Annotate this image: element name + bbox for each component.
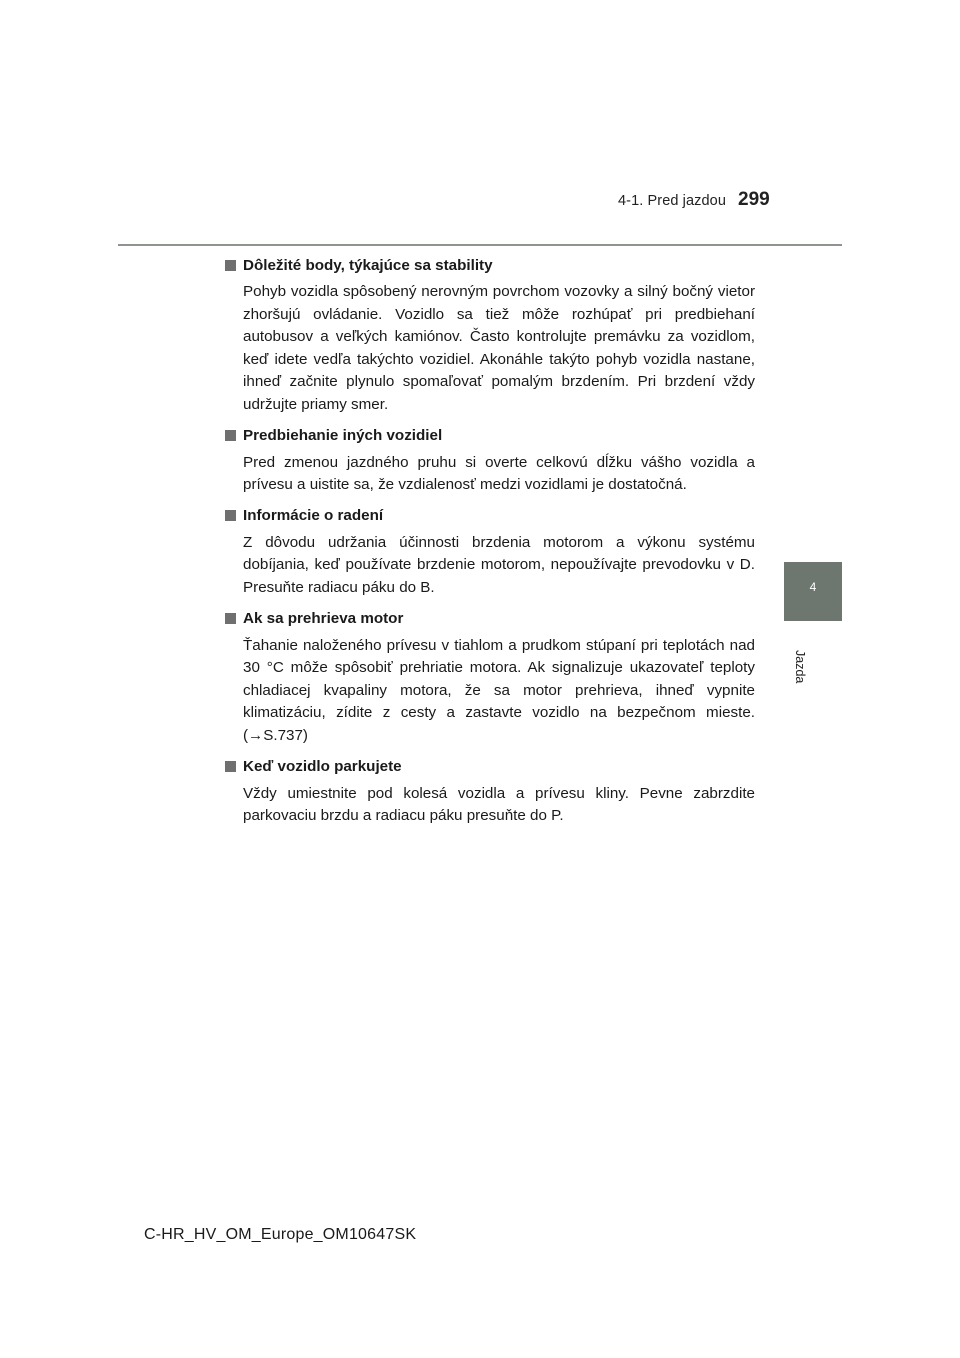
document-code: C-HR_HV_OM_Europe_OM10647SK: [144, 1226, 417, 1243]
section-body: Ťahanie naloženého prívesu v tiahlom a prudkom stúpaní pri teplotách nad 30 °C môže spôsobiť prehriatie motora. Ak signalizuje ukazovateľ teploty chladiacej kvapaliny motora, že sa motor prehrieva, ihneď vypnite klimatizáciu, zídite z cesty a zastavte vozidlo na bezpečnom mieste. (→S.737): [243, 636, 755, 744]
section-shifting: [223, 502, 755, 600]
section-title: Dôležité body, týkajúce sa stability: [243, 256, 493, 274]
section-heading: [223, 251, 755, 279]
section-overheating: [223, 605, 755, 748]
chapter-tab: [784, 562, 842, 621]
square-bullet-icon: [225, 260, 236, 271]
section-body: Pred zmenou jazdného pruhu si overte celkovú dĺžku vášho vozidla a prívesu a uistite sa, že vzdialenosť medzi vozidlami je dostatočná.: [243, 453, 755, 494]
square-bullet-icon: [225, 430, 236, 441]
square-bullet-icon: [225, 761, 236, 772]
main-content: [223, 251, 755, 833]
section-title: Informácie o radení: [243, 507, 384, 525]
section-heading: [223, 422, 755, 450]
header-section-label: 4-1. Pred jazdou: [618, 193, 726, 209]
section-title: Predbiehanie iných vozidiel: [243, 427, 443, 445]
square-bullet-icon: [225, 510, 236, 521]
section-body: Vždy umiestnite pod kolesá vozidla a prívesu kliny. Pevne zabrzdite parkovaciu brzdu a radiacu páku presuňte do P.: [243, 784, 755, 825]
section-title: Ak sa prehrieva motor: [243, 610, 404, 628]
chapter-tab-label: Jazda: [793, 650, 807, 684]
section-stability: [223, 251, 755, 417]
square-bullet-icon: [225, 613, 236, 624]
section-title: Keď vozidlo parkujete: [243, 758, 402, 775]
section-body: Pohyb vozidla spôsobený nerovným povrchom vozovky a silný bočný vietor zhoršujú ovládanie. Vozidlo sa tiež môže rozhúpať pri predbiehaní autobusov a veľkých kamiónov. Často kontrolujte premávku za vozidlom, keď idete vedľa takýchto vozidiel. Akonáhle takýto pohyb vozidla nastane, ihneď začnite plynulo spomaľovať pomalým brzdením. Pri brzdení vždy udržujte priamy smer.: [243, 283, 755, 413]
section-body: Z dôvodu udržania účinnosti brzdenia motorom a výkonu systému dobíjania, keď používate brzdenie motorom, nepoužívajte prevodovku v D. Presuňte radiacu páku do B.: [243, 533, 755, 596]
section-heading: [223, 605, 755, 633]
section-parking: [223, 753, 755, 828]
chapter-tab-number: 4: [809, 580, 817, 594]
header-divider: [118, 244, 842, 246]
section-heading: [223, 753, 755, 781]
page-number: 299: [738, 189, 770, 210]
section-heading: [223, 502, 755, 530]
section-overtaking: [223, 422, 755, 497]
